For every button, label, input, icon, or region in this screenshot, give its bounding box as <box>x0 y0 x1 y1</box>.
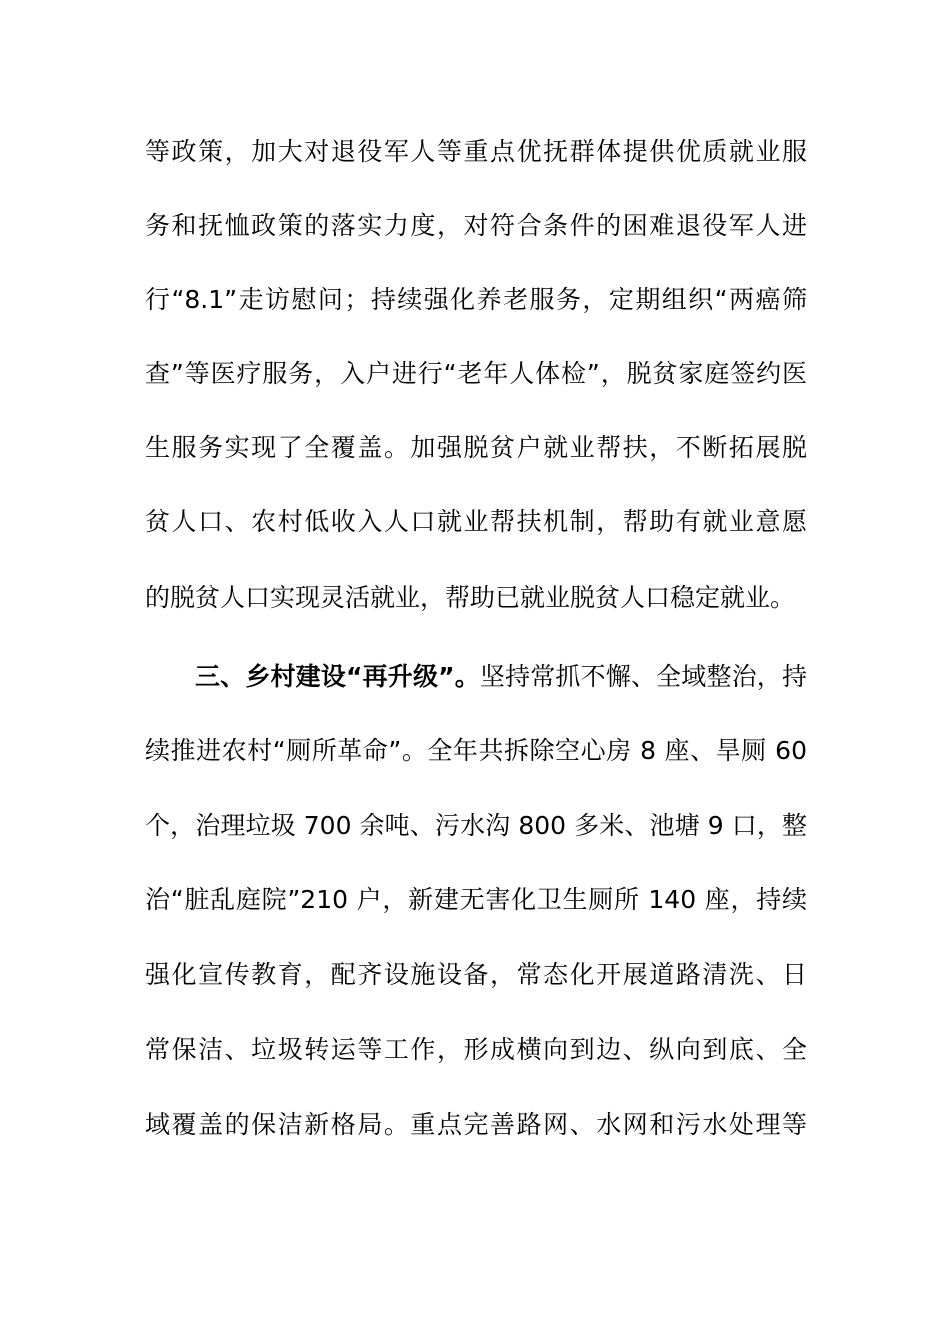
paragraph-2-line-2: 续推进农村“厕所革命”。全年共拆除空心房 8 座、旱厕 60 <box>145 736 807 765</box>
paragraph-1-line-6: 贫人口、农村低收入人口就业帮扶机制，帮助有就业意愿 <box>145 507 807 536</box>
paragraph-2-line-5: 强化宣传教育，配齐设施设备，常态化开展道路清洗、日 <box>145 960 807 989</box>
paragraph-1-line-7: 的脱贫人口实现灵活就业，帮助已就业脱贫人口稳定就业。 <box>145 583 796 612</box>
paragraph-2-line-1 <box>195 657 807 697</box>
section-heading: 三、乡村建设“再升级”。 <box>195 662 480 691</box>
paragraph-2-line-4: 治“脏乱庭院”210 户，新建无害化卫生厕所 140 座，持续 <box>145 885 807 914</box>
paragraph-1-line-4: 查”等医疗服务，入户进行“老年人体检”，脱贫家庭签约医 <box>145 359 807 388</box>
paragraph-2-line-3: 个，治理垃圾 700 余吨、污水沟 800 多米、池塘 9 口，整 <box>145 811 807 840</box>
paragraph-2-line-7: 域覆盖的保洁新格局。重点完善路网、水网和污水处理等 <box>145 1110 807 1139</box>
paragraph-1-line-5: 生服务实现了全覆盖。加强脱贫户就业帮扶，不断拓展脱 <box>145 433 807 462</box>
paragraph-2-line-1-text: 坚持常抓不懈、全域整治，持 <box>479 662 807 691</box>
paragraph-2-line-6: 常保洁、垃圾转运等工作，形成横向到边、纵向到底、全 <box>145 1035 807 1064</box>
paragraph-1-line-2: 务和抚恤政策的落实力度，对符合条件的困难退役军人进 <box>145 211 807 240</box>
paragraph-1-line-1: 等政策，加大对退役军人等重点优抚群体提供优质就业服 <box>145 137 807 166</box>
paragraph-1-line-3: 行“8.1”走访慰问；持续强化养老服务，定期组织“两癌筛 <box>145 285 807 314</box>
